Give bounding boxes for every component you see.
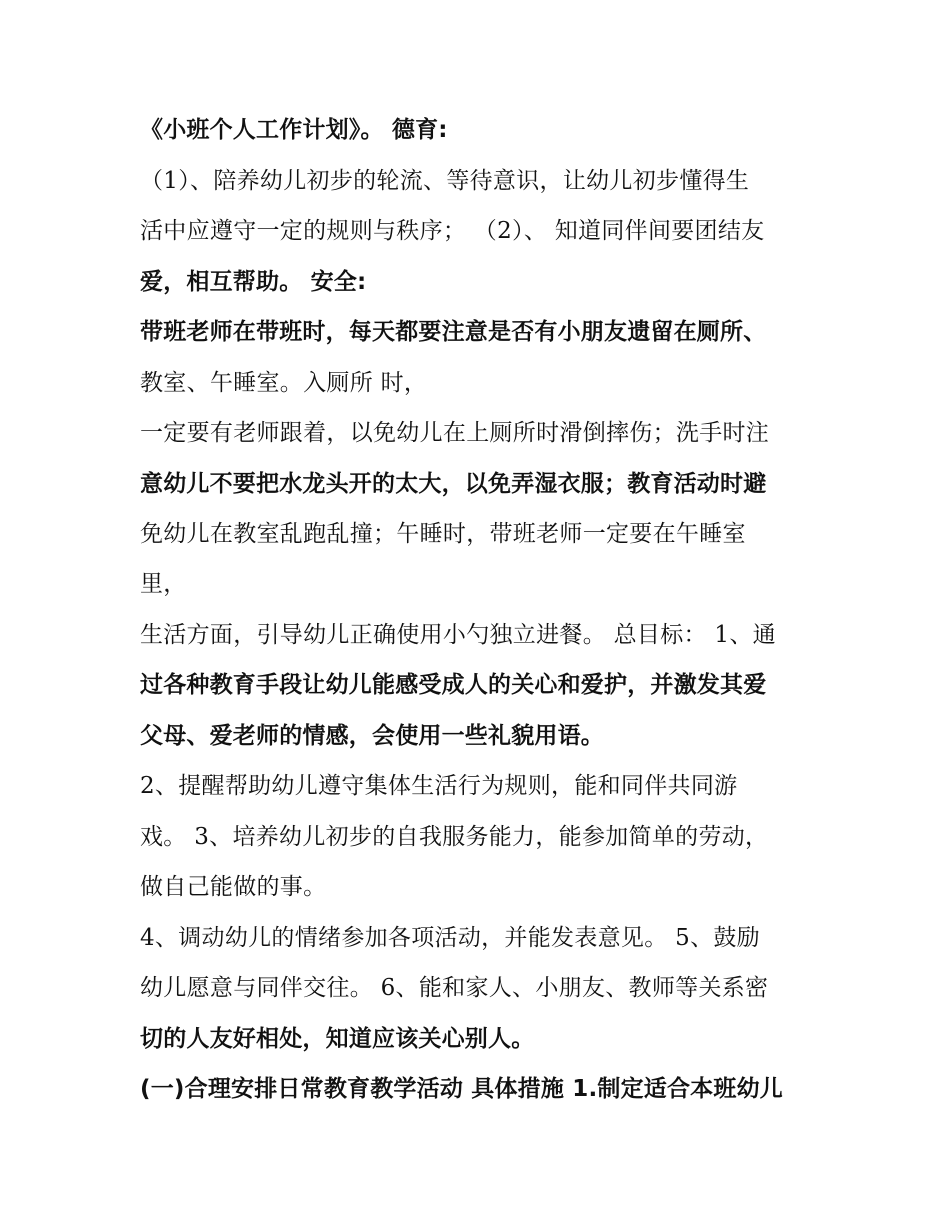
text-line: 《小班个人工作计划》。 德育: (140, 117, 448, 143)
text-line: 4、调动幼儿的情绪参加各项活动，并能发表意见。 5、鼓励 (140, 925, 760, 951)
text-line: (一)合理安排日常教育教学活动 具体措施 1.制定适合本班幼儿 (140, 1076, 783, 1102)
text-line: 切的人友好相处，知道应该关心别人。 (140, 1026, 535, 1052)
text-line: 爱，相互帮助。 安全: (140, 269, 367, 295)
text-line: 2、提醒帮助幼儿遵守集体生活行为规则，能和同伴共同游 (140, 773, 738, 799)
text-line: 免幼儿在教室乱跑乱撞；午睡时，带班老师一定要在午睡室 (140, 521, 746, 547)
text-line: 幼儿愿意与同伴交往。 6、能和家人、小朋友、教师等关系密 (140, 975, 769, 1001)
text-line: 活中应遵守一定的规则与秩序； （2）、 知道同伴间要团结友 (140, 218, 765, 244)
text-line: 过各种教育手段让幼儿能感受成人的关心和爱护，并激发其爱 (140, 672, 767, 698)
text-line: 生活方面，引导幼儿正确使用小勺独立进餐。 总目标： 1、通 (140, 622, 776, 648)
text-line: 父母、爱老师的情感，会使用一些礼貌用语。 (140, 723, 604, 749)
text-line: 戏。 3、培养幼儿初步的自我服务能力，能参加简单的劳动， (140, 824, 769, 850)
text-line: （1）、陪养幼儿初步的轮流、等待意识，让幼儿初步懂得生 (140, 168, 750, 194)
text-line: 一定要有老师跟着，以免幼儿在上厕所时滑倒摔伤；洗手时注 (140, 420, 770, 446)
text-line: 意幼儿不要把水龙头开的太大，以免弄湿衣服；教育活动时避 (140, 471, 767, 497)
text-line: 做自己能做的事。 (140, 874, 327, 900)
text-line: 里， (140, 571, 187, 597)
text-line: 教室、午睡室。入厕所 时， (140, 370, 428, 396)
text-line: 带班老师在带班时，每天都要注意是否有小朋友遗留在厕所、 (140, 319, 767, 345)
